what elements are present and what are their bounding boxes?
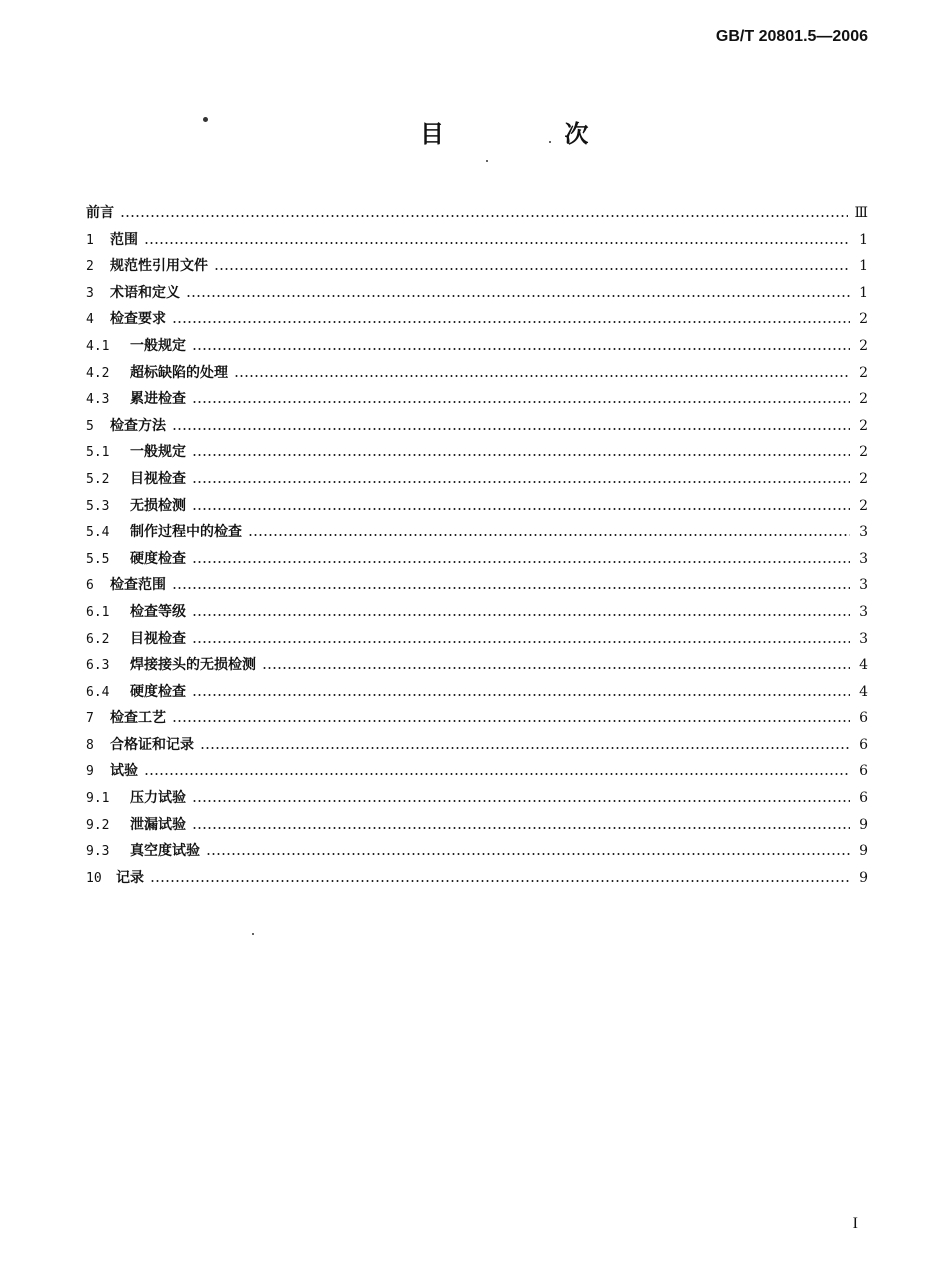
- toc-entry-label: 合格证和记录: [110, 736, 194, 753]
- toc-entry-label: 试验: [110, 763, 138, 780]
- toc-leader-dots: [120, 215, 848, 217]
- toc-entry[interactable]: [86, 360, 868, 387]
- toc-entry-number: 9.2: [86, 817, 110, 833]
- toc-entry-number: 5.2: [86, 471, 110, 487]
- toc-entry-number: 6.3: [86, 658, 110, 674]
- toc-entry-number: 4.3: [86, 392, 110, 408]
- toc-entry[interactable]: [86, 679, 868, 706]
- toc-entry-label: 目视检查: [130, 630, 186, 647]
- toc-entry[interactable]: [86, 546, 868, 573]
- toc-entry[interactable]: [86, 812, 868, 839]
- toc-leader-dots: [150, 880, 850, 882]
- toc-entry-label: 硬度检查: [130, 683, 186, 700]
- toc-entry[interactable]: [86, 333, 868, 360]
- toc-entry-number: 4: [86, 312, 94, 328]
- toc-entry-number: 8: [86, 737, 94, 753]
- page-number: I: [852, 1215, 858, 1232]
- toc-entry-label: 制作过程中的检查: [130, 524, 242, 541]
- toc-entry-number: 7: [86, 711, 94, 727]
- toc-entry-page: 9: [859, 869, 868, 886]
- scan-speck: [486, 160, 488, 162]
- toc-entry-label: 范围: [110, 231, 138, 248]
- toc-leader-dots: [192, 614, 850, 616]
- toc-entry-page: 4: [859, 657, 868, 674]
- toc-entry[interactable]: [86, 439, 868, 466]
- toc-entry-label: 术语和定义: [110, 284, 180, 301]
- toc-entry[interactable]: [86, 599, 868, 626]
- toc-entry-preface[interactable]: [86, 200, 868, 227]
- toc-leader-dots: [192, 348, 850, 350]
- toc-leader-dots: [144, 242, 850, 244]
- toc-entry-number: 5.3: [86, 498, 110, 514]
- toc-entry[interactable]: [86, 838, 868, 865]
- toc-entry-label: 前言: [86, 205, 114, 221]
- toc-entry-label: 检查工艺: [110, 710, 166, 727]
- toc-entry-page: 2: [859, 417, 868, 434]
- toc-entry-number: 6.2: [86, 631, 110, 647]
- toc-entry[interactable]: [86, 705, 868, 732]
- toc-entry[interactable]: [86, 652, 868, 679]
- toc-entry-page: 6: [859, 763, 868, 780]
- toc-entry-number: 5.5: [86, 551, 110, 567]
- toc-entry[interactable]: [86, 280, 868, 307]
- toc-entry-page: 1: [859, 284, 868, 301]
- toc-entry-label: 无损检测: [130, 497, 186, 514]
- toc-entry[interactable]: [86, 253, 868, 280]
- toc-entry-number: 6.4: [86, 684, 110, 700]
- toc-leader-dots: [192, 561, 850, 563]
- toc-entry-number: 6.1: [86, 604, 110, 620]
- toc-leader-dots: [262, 667, 850, 669]
- toc-entry-page: 9: [859, 843, 868, 860]
- toc-entry[interactable]: [86, 466, 868, 493]
- toc-entry-page: 6: [859, 736, 868, 753]
- toc-entry-number: 6: [86, 578, 94, 594]
- toc-leader-dots: [186, 295, 850, 297]
- toc-entry-page: 1: [859, 258, 868, 275]
- toc-entry[interactable]: [86, 785, 868, 812]
- toc-entry-label: 记录: [116, 869, 144, 886]
- toc-entry-page: 2: [859, 337, 868, 354]
- toc-entry-label: 检查等级: [130, 603, 186, 620]
- toc-entry-number: 1: [86, 232, 94, 248]
- toc-leader-dots: [192, 401, 850, 403]
- toc-entry-label: 焊接接头的无损检测: [130, 657, 256, 674]
- toc-leader-dots: [192, 508, 850, 510]
- toc-entry-label: 检查要求: [110, 311, 166, 328]
- toc-leader-dots: [192, 827, 850, 829]
- toc-entry-label: 累进检查: [130, 391, 186, 408]
- toc-entry[interactable]: [86, 227, 868, 254]
- toc-entry-page: 9: [859, 816, 868, 833]
- toc-entry-number: 2: [86, 259, 94, 275]
- toc-entry-page: 3: [859, 577, 868, 594]
- toc-entry-page: 3: [859, 550, 868, 567]
- toc-entry-label: 检查方法: [110, 417, 166, 434]
- toc-entry-number: 9.3: [86, 844, 110, 860]
- toc-entry-label: 一般规定: [130, 337, 186, 354]
- toc-entry-page: 3: [859, 524, 868, 541]
- toc-leader-dots: [192, 641, 850, 643]
- toc-entry-number: 4.1: [86, 338, 110, 354]
- toc-entry[interactable]: [86, 493, 868, 520]
- toc-leader-dots: [144, 773, 850, 775]
- toc-leader-dots: [214, 268, 850, 270]
- toc-entry-page: Ⅲ: [854, 205, 868, 221]
- toc-entry-page: 3: [859, 603, 868, 620]
- scan-speck: [252, 933, 254, 935]
- toc-entry-page: 2: [859, 311, 868, 328]
- toc-entry-page: 1: [859, 231, 868, 248]
- toc-entry-label: 真空度试验: [130, 843, 200, 860]
- toc-entry[interactable]: [86, 386, 868, 413]
- toc-entry-number: 5.4: [86, 525, 110, 541]
- toc-leader-dots: [172, 321, 850, 323]
- toc-entry-number: 10: [86, 870, 102, 886]
- toc-entry-page: 2: [859, 470, 868, 487]
- toc-leader-dots: [172, 720, 850, 722]
- toc-entry-label: 硬度检查: [130, 550, 186, 567]
- toc-entry-page: 2: [859, 391, 868, 408]
- toc-leader-dots: [192, 481, 850, 483]
- toc-entry-label: 一般规定: [130, 444, 186, 461]
- toc-entry-page: 2: [859, 444, 868, 461]
- toc-leader-dots: [248, 534, 850, 536]
- toc-entry-number: 5.1: [86, 445, 110, 461]
- toc-entry[interactable]: [86, 626, 868, 653]
- toc-entry-label: 规范性引用文件: [110, 258, 208, 275]
- toc-entry[interactable]: [86, 572, 868, 599]
- toc-leader-dots: [192, 694, 850, 696]
- toc-entry-page: 2: [859, 364, 868, 381]
- toc-entry[interactable]: [86, 865, 868, 892]
- toc-entry-number: 9: [86, 764, 94, 780]
- toc-entry-label: 检查范围: [110, 577, 166, 594]
- toc-entry-number: 9.1: [86, 791, 110, 807]
- scan-speck: [203, 117, 208, 122]
- toc-entry-label: 泄漏试验: [130, 816, 186, 833]
- toc-entry-label: 目视检查: [130, 470, 186, 487]
- toc-entry-page: 2: [859, 497, 868, 514]
- toc-entry-number: 4.2: [86, 365, 110, 381]
- toc-leader-dots: [172, 428, 850, 430]
- toc-leader-dots: [192, 800, 850, 802]
- toc-entry-page: 6: [859, 790, 868, 807]
- toc-entry[interactable]: [86, 306, 868, 333]
- toc-leader-dots: [192, 454, 850, 456]
- toc-entry-label: 压力试验: [130, 790, 186, 807]
- toc-leader-dots: [234, 375, 850, 377]
- toc-entry-number: 3: [86, 285, 94, 301]
- standard-number: GB/T 20801.5—2006: [715, 28, 868, 45]
- toc-leader-dots: [206, 853, 850, 855]
- toc-entry[interactable]: [86, 519, 868, 546]
- toc-entry-page: 6: [859, 710, 868, 727]
- toc-entry[interactable]: [86, 758, 868, 785]
- toc-entry[interactable]: [86, 732, 868, 759]
- table-of-contents: [86, 200, 868, 891]
- toc-entry-label: 超标缺陷的处理: [130, 364, 228, 381]
- page-title: 目 次: [420, 120, 645, 148]
- toc-entry-number: 5: [86, 418, 94, 434]
- toc-entry-page: 4: [859, 683, 868, 700]
- toc-leader-dots: [200, 747, 850, 749]
- toc-leader-dots: [172, 587, 850, 589]
- toc-entry[interactable]: [86, 413, 868, 440]
- toc-entry-page: 3: [859, 630, 868, 647]
